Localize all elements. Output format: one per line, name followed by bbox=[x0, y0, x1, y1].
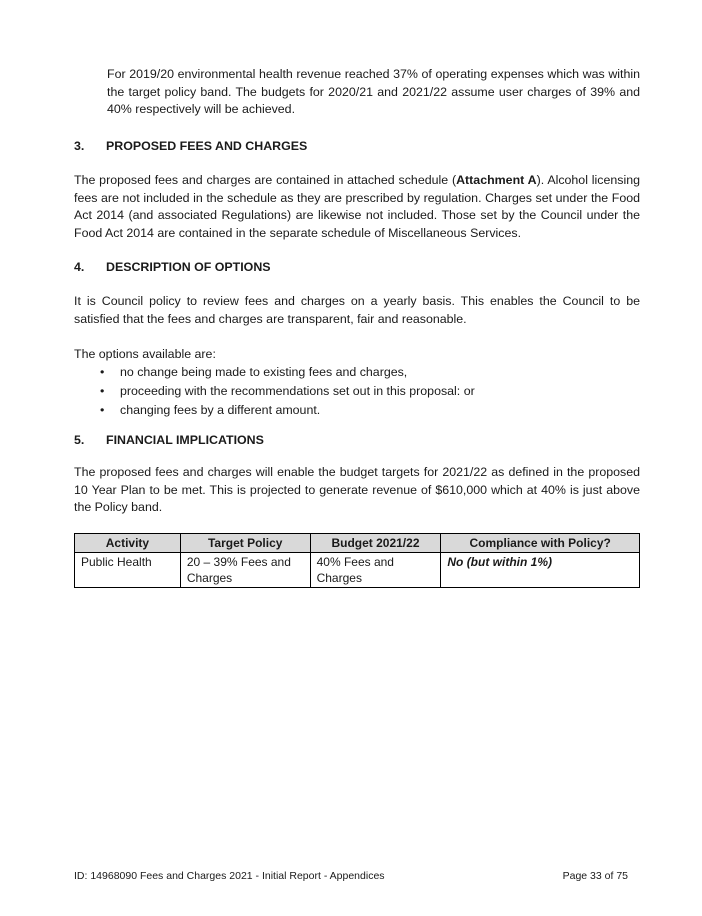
section-3-paragraph bbox=[74, 172, 640, 242]
cell-budget: 40% Fees and Charges bbox=[310, 553, 441, 588]
section-4-paragraph: It is Council policy to review fees and charges on a yearly basis. This enables the Council to be satisfied that the fees and charges are transparent, fair and reasonable. bbox=[74, 294, 640, 326]
options-intro: The options available are: bbox=[74, 347, 216, 361]
attachment-a-reference: Attachment A bbox=[456, 173, 537, 187]
section-3-text-a: The proposed fees and charges are contained in attached schedule ( bbox=[74, 173, 457, 187]
footer-document-id: ID: 14968090 Fees and Charges 2021 - Initial Report - Appendices bbox=[74, 870, 385, 882]
compliance-table bbox=[74, 533, 640, 588]
table-header-row bbox=[75, 534, 640, 553]
list-item: • proceeding with the recommendations set out in this proposal: or bbox=[100, 382, 475, 401]
list-item: • changing fees by a different amount. bbox=[100, 401, 475, 420]
section-5-number: 5. bbox=[74, 433, 85, 447]
intro-paragraph: For 2019/20 environmental health revenue reached 37% of operating expenses which was within the target policy band. The budgets for 2020/21 and 2021/22 assume user charges of 39% and 40% respectively will be achieved. bbox=[107, 67, 640, 117]
section-3-number: 3. bbox=[74, 139, 85, 153]
footer-page-number: Page 33 of 75 bbox=[562, 870, 628, 882]
header-activity: Activity bbox=[75, 534, 181, 553]
section-5-title: FINANCIAL IMPLICATIONS bbox=[106, 433, 264, 447]
section-5-heading bbox=[74, 432, 264, 449]
section-5-paragraph: The proposed fees and charges will enable the budget targets for 2021/22 as defined in the proposed 10 Year Plan to be met. This is projected to generate revenue of $610,000 which at 40% is just above the Policy band. bbox=[74, 465, 640, 515]
cell-target-policy: 20 – 39% Fees and Charges bbox=[180, 553, 310, 588]
section-3-text-b: ). Alcohol licensing fees are not included in the schedule as they are prescribed by regulation. Charges set under the Food Act 2014 (and associated Regulations) are likewise not included. Those set by the Council under the Food Act 2014 are contained in the separate schedule of Miscellaneous Services. bbox=[74, 173, 641, 240]
header-target-policy: Target Policy bbox=[180, 534, 310, 553]
table-row bbox=[75, 553, 640, 588]
section-4-heading bbox=[74, 259, 271, 276]
section-4-title: DESCRIPTION OF OPTIONS bbox=[106, 260, 271, 274]
cell-compliance: No (but within 1%) bbox=[441, 553, 640, 588]
header-budget: Budget 2021/22 bbox=[310, 534, 441, 553]
section-4-number: 4. bbox=[74, 260, 85, 274]
section-3-heading bbox=[74, 138, 307, 155]
section-3-title: PROPOSED FEES AND CHARGES bbox=[106, 139, 308, 153]
cell-activity: Public Health bbox=[75, 553, 181, 588]
list-item: • no change being made to existing fees and charges, bbox=[100, 363, 475, 382]
header-compliance: Compliance with Policy? bbox=[441, 534, 640, 553]
options-list bbox=[100, 363, 475, 420]
